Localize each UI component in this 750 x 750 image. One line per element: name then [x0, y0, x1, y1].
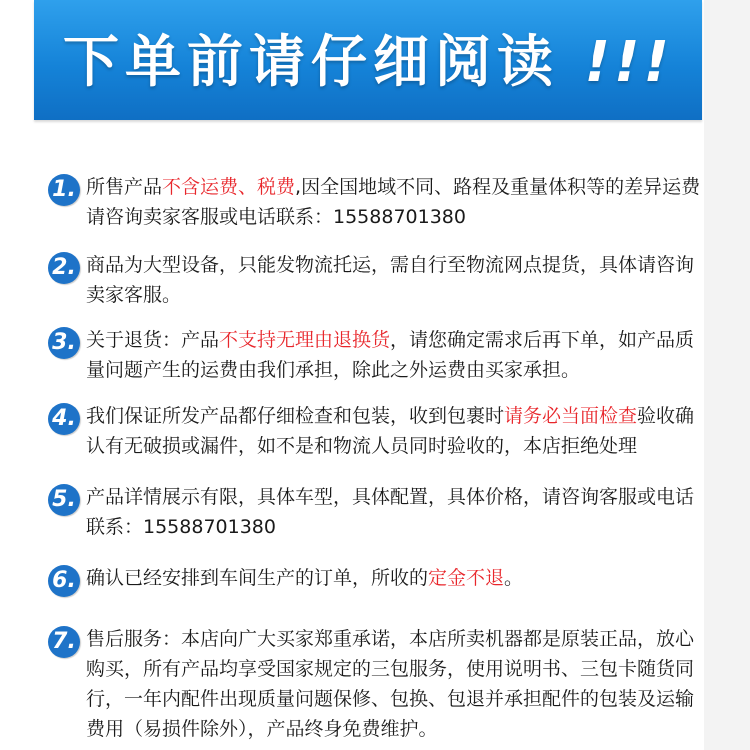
notice-text-4 [86, 401, 704, 461]
number-badge-2: 2. [48, 252, 80, 284]
notice-text-6 [86, 563, 704, 593]
segment: ，请您确定需求后再下单，如产品质量问题产生的运费由我们承担，除此之外运费由买家承担。 [86, 329, 695, 381]
banner-exclaim: !!! [584, 30, 674, 95]
segment-highlight: 不含运费、税费 [162, 176, 296, 198]
segment: 我们保证所发产品都仔细检查和包装，收到包裹时 [86, 405, 505, 427]
number-badge-5: 5. [48, 484, 80, 516]
segment: 商品为大型设备，只能发物流托运，需自行至物流网点提货，具体请咨询卖家客服。 [86, 254, 695, 306]
segment: 关于退货：产品 [86, 329, 220, 351]
banner-title [34, 18, 702, 98]
right-edge-strip [704, 0, 750, 750]
notice-text-3 [86, 325, 704, 385]
number-badge-7: 7. [48, 626, 80, 658]
segment: 所售产品 [86, 176, 163, 198]
segment-highlight: 定金不退 [428, 567, 505, 589]
number-badge-4: 4. [48, 403, 80, 435]
notice-text-5 [86, 482, 704, 542]
segment: 。 [504, 567, 524, 589]
number-badge-1: 1. [48, 174, 80, 206]
header-banner [34, 0, 702, 120]
number-badge-3: 3. [48, 327, 80, 359]
segment: 售后服务：本店向广大买家郑重承诺，本店所卖机器都是原装正品，放心购买，所有产品均享受国家规定的三包服务，使用说明书、三包卡随货同行，一年内配件出现质量问题保修、包换、包退并承担配件的包装及运输费用（易损件除外），产品终身免费维护。 [86, 628, 695, 740]
banner-title-text: 下单前请仔细阅读 [62, 30, 559, 95]
segment-highlight: 请务必当面检查 [504, 405, 638, 427]
segment-highlight: 不支持无理由退换货 [219, 329, 391, 351]
segment: 产品详情展示有限，具体车型，具体配置，具体价格，请咨询客服或电话联系：15588701380 [86, 486, 695, 538]
notice-text-2 [86, 250, 704, 310]
segment: 确认已经安排到车间生产的订单，所收的 [86, 567, 429, 589]
notice-text-1 [86, 172, 704, 232]
notice-text-7 [86, 624, 704, 744]
number-badge-6: 6. [48, 565, 80, 597]
segment: 验收确认有无破损或漏件，如不是和物流人员同时验收的，本店拒绝处理 [86, 405, 695, 457]
segment: ,因全国地域不同、路程及重量体积等的差异运费请咨询卖家客服或电话联系：15588701380 [86, 176, 701, 228]
